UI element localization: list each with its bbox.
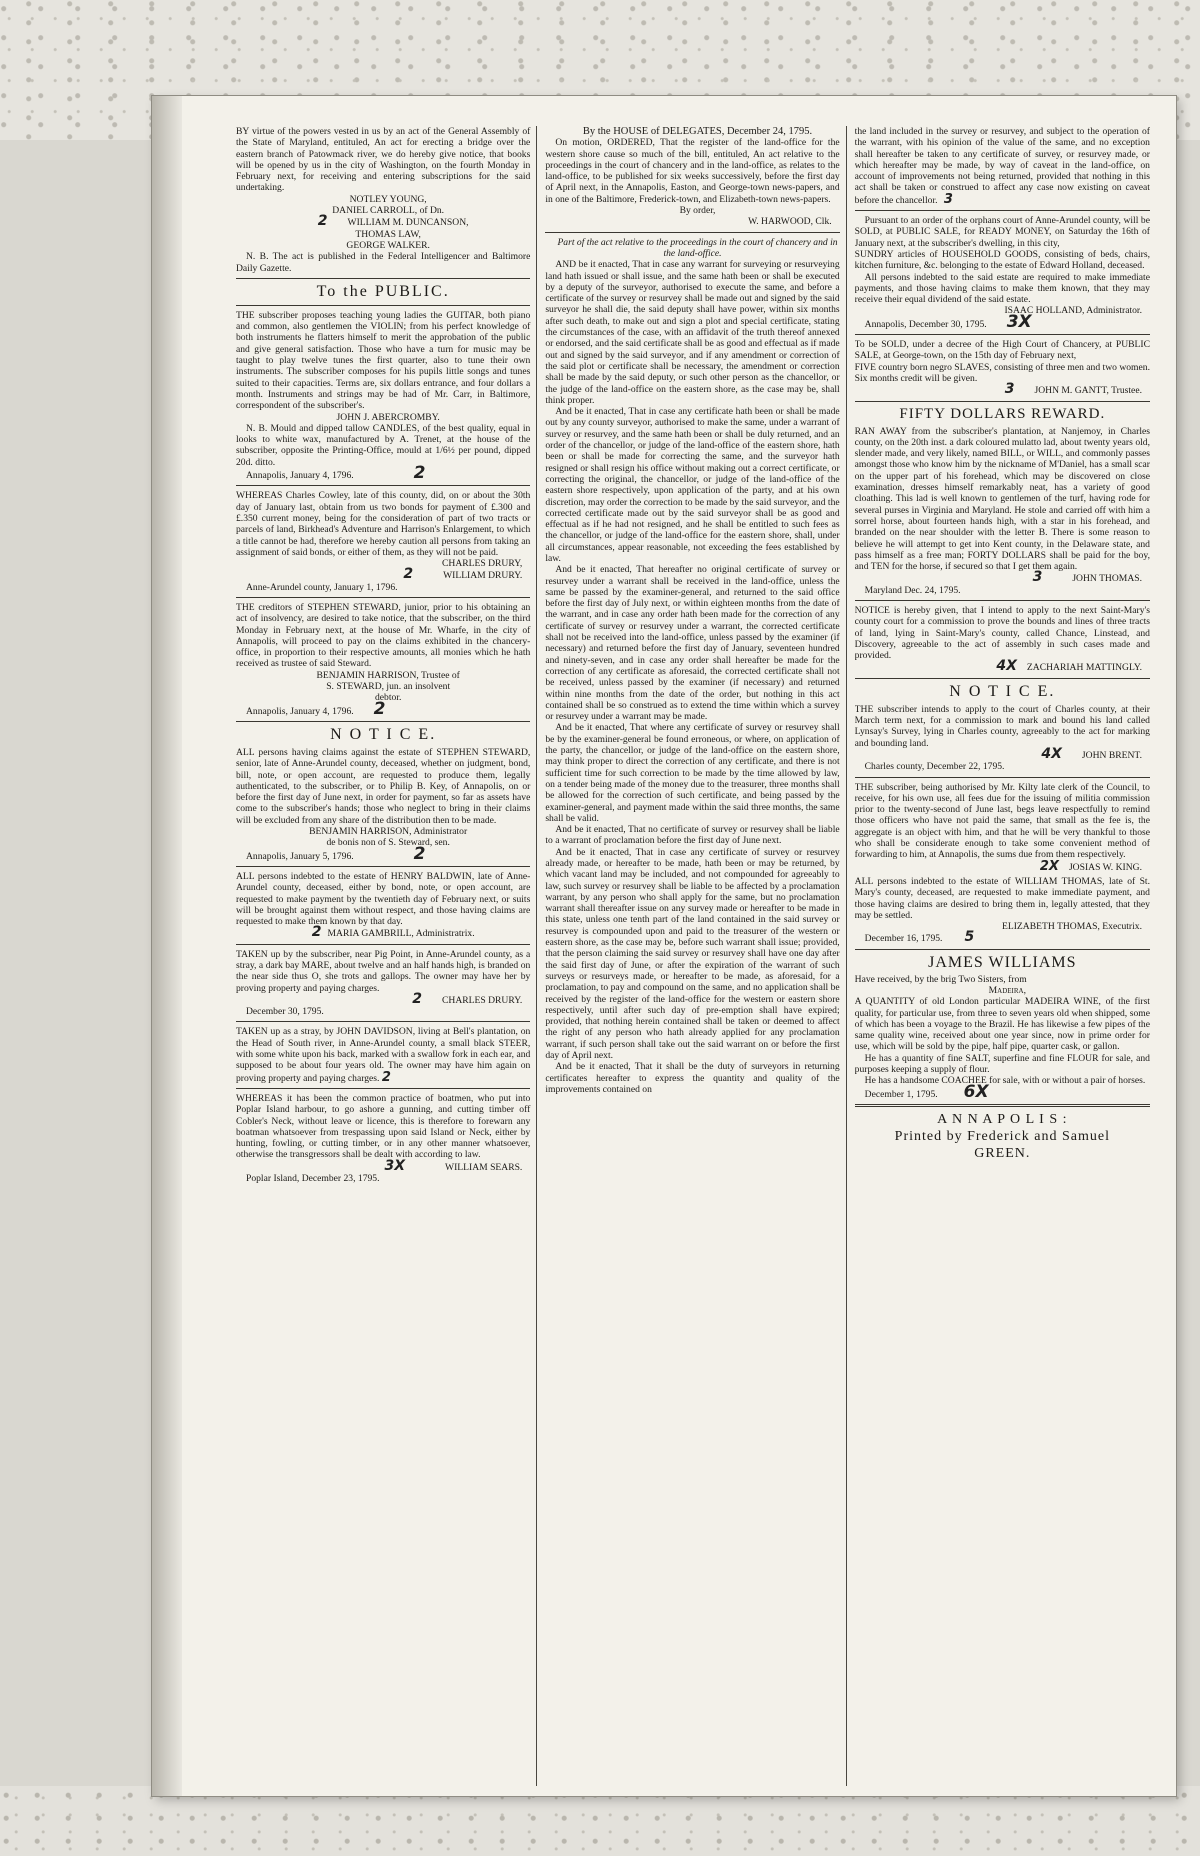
king-fees-sign-name: JOSIAS W. KING.	[1068, 861, 1142, 873]
page-binding-edge	[152, 96, 182, 1796]
column-rule	[545, 232, 839, 233]
scan-bottom-margin	[0, 1786, 1200, 1856]
holland-sale-sign: ISAAC HOLLAND, Administrator.	[1004, 305, 1142, 317]
bridge-signer-4: THOMAS LAW,	[355, 228, 421, 240]
column-rule	[855, 678, 1150, 679]
imprint-printers-surname: GREEN.	[974, 1145, 1031, 1161]
drury-date: Anne-Arundel county, January 1, 1796.	[246, 581, 398, 593]
handwritten-mark: 2	[412, 990, 422, 1007]
delegates-motion: On motion, ORDERED, That the register of the land-office for the western shore cause so much of the bill, entituled, An act relative to the proceedings in the court of chancery and in the land-office, as relates to the land-office, to be published for six weeks successively, before the first day of April next, in the Annapolis, Easton, and George-town news-papers, and in one of the Baltimore, Frederick-town, and Elizabeth-town news-papers.	[545, 137, 840, 205]
poplar-island-sign-name: WILLIAM SEARS.	[445, 1161, 523, 1173]
stray-steer-body	[236, 1026, 530, 1083]
handwritten-mark: 2	[381, 1069, 391, 1085]
thomas-estate-sign: ELIZABETH THOMAS, Executrix.	[1002, 921, 1142, 933]
steward-signer-3: debtor.	[374, 692, 402, 704]
poplar-island-date: Poplar Island, December 23, 1795.	[246, 1173, 380, 1185]
printer-imprint	[855, 1111, 1150, 1162]
act-paragraph-3: And be it enacted, That hereafter no original certificate of survey or resurvey under a warrant shall be received in the land-office, unless the same be passed by the examiner-general, and returned to the said office before the first day of July next, or within eighteen months from the date of the warrant, and in case any order hath been made for the correction of any certificate of survey or resurvey under a warrant, the corrected certificate shall not be received into the land-office, unless passed by the examiner (if necessary) and returned before the first day of January, seventeen hundred and ninety-seven, and in case any order shall hereafter be made for the correction of any certificate as aforesaid, the corrected certificate shall not be received, unless passed by the examiner (if necessary) and returned within nine months from the date of the order, but nothing in this act contained shall be so construed as to extend the time within which a survey or resurvey under a warrant may be made.	[545, 564, 840, 723]
steward-estate-date-text: Annapolis, January 5, 1796.	[246, 850, 354, 862]
williams-body-2: He has a quantity of fine SALT, superfine and fine FLOUR for sale, and purposes keeping a supply of flour.	[854, 1052, 1150, 1076]
act-paragraph-1: AND be it enacted, That in case any warrant for surveying or resurveying land hath issued or shall issue, and the same hath been or shall be executed by a deputy of the surveyor, authorised to execute the same, and before a certificate of the survey or resurvey shall be made out and signed by the said surveyor he shall die, the said deputy shall have power, within six months after such death, to make out and sign a plot and special certificate, stating the circumstances of the case, with an affidavit of the truth thereof annexed or endorsed, and the said certificate shall be as good and effectual as if made out and signed by the said surveyor, and if any amendment or correction of the said plot or certificate shall be necessary, the amendment or correction shall be made by the said deputy, or such other person as the chancellor, or the judge of the land-office on the eastern shore, as the case may be, shall think proper.	[545, 259, 840, 406]
steward-date-text: Annapolis, January 4, 1796.	[246, 705, 354, 717]
handwritten-mark: 5	[964, 929, 975, 946]
music-ad	[236, 282, 531, 484]
music-ad-heading: To the PUBLIC.	[316, 282, 450, 300]
act-continuation	[855, 126, 1150, 206]
column-rule	[855, 949, 1150, 950]
holland-sale-date-text: Annapolis, December 30, 1795.	[864, 318, 987, 330]
slaves-sale-sign	[855, 381, 1150, 398]
handwritten-mark: 2	[373, 698, 386, 719]
bridge-signer-3	[236, 213, 530, 230]
column-rule	[236, 1088, 530, 1089]
delegates-heading: By the HOUSE of DELEGATES, December 24, 1795.	[582, 126, 813, 137]
stray-steer-body-text: TAKEN up as a stray, by JOHN DAVIDSON, living at Bell's plantation, on the Head of South river, in Anne-Arundel county, a small black STEER, with some white upon his back, marked with a swallow fork in each ear, and supposed to be about four years old. The owner may have him again on proving property and paying charges.	[236, 1026, 531, 1084]
handwritten-mark: 2	[403, 566, 414, 583]
handwritten-mark: 2X	[1039, 858, 1059, 874]
column-rule	[236, 485, 530, 486]
steward-creditors-body: THE creditors of STEPHEN STEWARD, junior, prior to his obtaining an act of insolvency, are desired to take notice, that the subscriber, on the third Monday in February next, at the house of Mr. Wharfe, in the city of Annapolis, will proceed to pay on the claims exhibited in the chancery-office, in proportion to their respective amounts, all monies which he hath received as trustee of said Steward.	[236, 601, 531, 670]
williams-body-1: A QUANTITY of old London particular MADEIRA WINE, of the first quality, for particular use, from three to seven years old when shipped, some of which has been a voyage to the Brazil. He has likewise a few pipes of the same quality wine, received about one year since, now in prime order for use, which will be sold by the pipe, half pipe, quarter cask, or gallon.	[854, 996, 1150, 1053]
column-rule	[855, 777, 1150, 778]
slaves-sale-sign-name: JOHN M. GANTT, Trustee.	[1034, 385, 1142, 397]
act-paragraph-5: And be it enacted, That no certificate of survey or resurvey shall be liable to a warrant of proclamation before the first day of June next.	[545, 824, 840, 847]
thomas-estate-notice	[855, 876, 1150, 945]
imprint-rule	[855, 1104, 1150, 1107]
act-continuation-body	[855, 126, 1150, 206]
steward-estate-heading: N O T I C E.	[330, 725, 437, 743]
column-2	[545, 126, 846, 1786]
drury-bonds-notice	[236, 490, 530, 593]
steward-estate-notice	[236, 726, 530, 862]
bridge-notice-body: BY virtue of the powers vested in us by an act of the General Assembly of the State of Maryland, entituled, An act for erecting a bridge over the eastern branch of Patowmack river, we do hereby give notice, that books will be opened by us in the city of Washington, on the fourth Monday in February next, for receiving and entering subscriptions for the said undertaking.	[236, 126, 531, 194]
act-paragraph-2: And be it enacted, That in case any certificate hath been or shall be made out by any county surveyor, authorised to make the same, under a warrant of survey or resurvey, and the same hath been or shall be duly returned, and an order of the chancellor, or judge of the land-office of the eastern shore, hath been or shall be made for correcting the same, and the surveyor hath resigned or shall resign his office without making out a correct certificate, or correcting the original, the chancellor, or judge of the land-office of the eastern shore respectively, upon application of the party, and at his own discretion, may order the correction to be made by the said surveyor, and the corrected certificate made out by the said surveyor shall be as good and effectual as if he had not resigned, and he shall be entitled to such fees as the chancellor, or judge of the land-office for the eastern shore, shall, under all circumstances, appear reasonable, not exceeding the fees established by law.	[545, 406, 840, 564]
act-part-heading: Part of the act relative to the proceedings in the court of chancery and in the land-office.	[557, 236, 838, 259]
drury-signer-2-name: WILLIAM DRURY.	[443, 570, 523, 582]
music-ad-date	[236, 463, 530, 484]
column-rule	[236, 597, 530, 598]
holland-sale-body-1: Pursuant to an order of the orphans court of Anne-Arundel county, will be SOLD, at PUBLIC SALE, for READY MONEY, on Saturday the 16th of January next, at the subscriber's dwelling, in this city,	[854, 215, 1150, 249]
baldwin-estate-sign-name: MARIA GAMBRILL, Administratrix.	[327, 928, 475, 940]
slaves-sale-notice	[855, 339, 1150, 396]
bridge-signer-5: GEORGE WALKER.	[346, 239, 430, 251]
column-rule	[855, 334, 1150, 335]
handwritten-mark: 4X	[996, 658, 1017, 675]
williams-subheading-2: Madeira,	[988, 985, 1026, 996]
stray-mare-date: December 30, 1795.	[246, 1006, 324, 1018]
column-rule	[236, 866, 530, 867]
steward-signer-1: BENJAMIN HARRISON, Trustee of	[316, 669, 460, 681]
column-1	[236, 126, 537, 1786]
runaway-reward-notice	[855, 406, 1150, 596]
handwritten-mark: 3	[1004, 381, 1015, 398]
delegates-by-order: By order,	[679, 205, 716, 217]
slaves-sale-body-2: FIVE country born negro SLAVES, consisting of three men and two women. Six months credit will be given.	[854, 361, 1150, 384]
williams-heading: JAMES WILLIAMS	[928, 953, 1077, 971]
steward-estate-signer-2: de bonis non of S. Steward, sen.	[326, 837, 450, 849]
handwritten-mark: 6X	[963, 1081, 989, 1102]
handwritten-mark: 3	[1032, 569, 1043, 586]
candles-nb: N. B. Mould and dipped tallow CANDLES, of the best quality, equal in looks to white wax, manufactured by A. Trenet, at the house of the subscriber, opposite the Printing-Office, mould at 1/6½ per pound, dipped 20d. ditto.	[236, 422, 531, 468]
handwritten-mark: 2	[311, 924, 322, 941]
column-rule	[236, 944, 530, 945]
music-ad-sign: JOHN J. ABERCROMBY.	[336, 411, 440, 423]
mattingly-sign-name: ZACHARIAH MATTINGLY.	[1026, 662, 1142, 674]
king-fees-sign	[855, 858, 1150, 874]
poplar-island-notice	[236, 1093, 530, 1184]
bridge-nb: N. B. The act is published in the Federal Intelligencer and Baltimore Daily Gazette.	[236, 251, 531, 274]
holland-sale-body-3: All persons indebted to the said estate are required to make immediate payments, and those having claims to make them known, that they may receive their equal dividend of the said estate.	[854, 271, 1150, 306]
column-container	[236, 126, 1156, 1786]
column-3	[855, 126, 1156, 1786]
act-paragraph-6: And be it enacted, That in case any certificate of survey or resurvey already made, or hereafter to be made, hath been or may be returned, by which vacant land may be included, and not compounded for agreeably to law, such survey or resurvey shall be liable to be affected by a proclamation warrant, by any person who shall apply for the same, but no proclamation warrant shall thereafter issue on any survey made or hereafter to be made in this state, unless one tenth part of the land contained in the said survey or resurvey is compounded upon and paid to the treasurer of the western or eastern shore, as the case may be, before such warrant shall issue; provided, that the person claiming the said survey or resurvey shall have one day after the said first day of June, or after the expiration of the warrant of such surveys or resurveys made, or hereafter to be made, as aforesaid, for a proclamation, to pay and compound on the same, and no application shall be received by the register of the land-office for the western or eastern shore respectively, until after such day of pre-emption shall have expired; provided, that nothing herein contained shall be taken or deemed to affect the right of any person who hath already applied for any proclamation warrant, if such person shall take out the said warrant on or before the first day of April next.	[545, 846, 840, 1062]
handwritten-mark: 2	[413, 463, 426, 484]
act-paragraph-4: And be it enacted, That where any certificate of survey or resurvey shall be by the examiner-general be found erroneous, or where, on application of the party, the chancellor, or judge of the land-office on the eastern shore, may think proper to direct the correction of any certificate, and there is not sufficient time for such correction to be made by the time allowed by law, on a tender being made of the money due to the treasurer, three months shall be allowed for the correction of such certificate, and being passed by the examiner-general, and payment made within the said three months, the same shall be valid.	[545, 722, 840, 824]
stray-mare-sign	[236, 990, 530, 1007]
land-office-act	[545, 237, 839, 1096]
mattingly-notice	[855, 605, 1150, 674]
king-fees-notice	[855, 782, 1150, 873]
music-ad-date-text: Annapolis, January 4, 1796.	[246, 470, 354, 482]
baldwin-estate-notice	[236, 871, 530, 940]
act-paragraph-7: And be it enacted, That it shall be the duty of surveyors in returning certificates hereafter to express the quantity and quality of the improvements contained on	[545, 1061, 840, 1095]
bridge-notice	[236, 126, 530, 274]
brent-notice-heading: N O T I C E.	[949, 682, 1056, 700]
stray-mare-sign-name: CHARLES DRURY.	[442, 994, 523, 1006]
steward-estate-body: ALL persons having claims against the estate of STEPHEN STEWARD, senior, late of Anne-Arundel county, deceased, whether on judgment, bond, bill, note, or open account, are requested to produce them, legally authenticated, to the subscriber, or to Philip B. Key, of Annapolis, on or before the first day of June next, in order for payment, so far as assets have come to the subscriber's hands; those who neglect to bring in their claims will be excluded from any share of the distribution then to be made.	[236, 746, 531, 826]
mattingly-sign	[855, 658, 1150, 675]
runaway-reward-body: RAN AWAY from the subscriber's plantation, at Nanjemoy, in Charles county, on the 20th inst. a dark coloured mulatto lad, about twenty years old, slender made, and very likely, named BILL, or WILL, and commonly passes amongst those who know him by the nickname of M'Daniel, has a small scar on the upper part of his forehead, which may be discovered on close examination, dresses himself remarkably neat, has a variety of good cloathing. This lad is well known to gentlemen of the turf, having rode for several purses in Virginia and Maryland. He stole and carried off with him a sorrel horse, about fourteen hands high, with a star in his forehead, and branded on the near shoulder with the letter B. There is some reason to believe he will attempt to get into Kent county, in the Delaware state, and pass himself as a free man; FORTY DOLLARS shall be paid for the boy, and TEN for the horse, if secured so that I get them again.	[854, 425, 1150, 573]
column-rule	[855, 210, 1150, 211]
brent-notice-sign	[855, 745, 1150, 762]
baldwin-estate-body: ALL persons indebted to the estate of HENRY BALDWIN, late of Anne-Arundel county, deceased, either by bond, note, or open account, are requested to make payment by the twentieth day of February next, or suits will be brought against them without respect, and those having claims are requested to make them known by that day.	[236, 870, 531, 928]
column-rule	[855, 401, 1150, 402]
handwritten-mark: 3	[943, 191, 953, 207]
brent-notice-body: THE subscriber intends to apply to the court of Charles county, at their March term next, for a commission to mark and bound his land called Lynsay's Survey, lying in Charles county, agreeably to the act for marking and bounding land.	[854, 703, 1150, 749]
runaway-reward-date: Maryland Dec. 24, 1795.	[864, 584, 961, 596]
drury-bonds-body: WHEREAS Charles Cowley, late of this county, did, on or about the 30th day of January last, obtain from us two bonds for payment of £.300 and £.350 current money, being for the consideration of part of two tracts or parcels of land, Birkhead's Adventure and Harrison's Enlargement, to which a title cannot be had, therefore we hereby caution all persons from taking an assignment of said bonds, or either of them, as they will not be paid.	[236, 490, 531, 558]
williams-madeira-ad	[855, 954, 1150, 1100]
holland-sale-body-2: SUNDRY articles of HOUSEHOLD GOODS, consisting of beds, chairs, kitchen furniture, &c. belonging to the estate of Edward Holland, deceased.	[854, 248, 1150, 272]
newspaper-page	[152, 96, 1176, 1796]
column-rule	[236, 721, 530, 722]
bridge-signer-2: DANIEL CARROLL, of Dn.	[332, 205, 445, 217]
stray-steer-notice	[236, 1026, 530, 1083]
handwritten-mark: 2	[317, 213, 328, 230]
handwritten-mark: 2	[413, 843, 426, 864]
column-rule	[855, 600, 1150, 601]
stray-mare-body: TAKEN up by the subscriber, near Pig Point, in Anne-Arundel county, as a stray, a dark bay MARE, about twelve and an half hands high, is branded on the near side thus O, she trots and gallops. The owner may have her by proving property and paying charges.	[236, 948, 531, 994]
thomas-estate-body: ALL persons indebted to the estate of WILLIAM THOMAS, late of St. Mary's county, deceased, are requested to make immediate payment, and those having claims are desired to bring them in, legally attested, that they may be settled.	[854, 875, 1150, 921]
steward-creditors-notice	[236, 602, 530, 717]
holland-sale-notice	[855, 215, 1150, 330]
poplar-island-body: WHEREAS it has been the common practice of boatmen, who put into Poplar Island harbour, to go ashore a gunning, and cutting timber off Cobler's Neck, without leave or licence, this is therefore to forewarn any boatman whatsoever from trespassing upon said Island or Neck, either by hunting, fowling, or cutting timber, or in any other manner whatsoever, otherwise the transgressors shall be dealt with according to law.	[236, 1092, 531, 1161]
poplar-island-sign	[236, 1157, 530, 1174]
steward-estate-signer-1: BENJAMIN HARRISON, Administrator	[309, 826, 468, 838]
handwritten-mark: 4X	[1041, 745, 1062, 762]
column-rule	[236, 278, 530, 279]
thomas-estate-date	[855, 929, 1150, 946]
runaway-reward-sign-name: JOHN THOMAS.	[1072, 573, 1142, 585]
handwritten-mark: 3X	[1006, 311, 1032, 332]
column-rule	[236, 1021, 530, 1022]
drury-signer-2	[236, 566, 530, 583]
handwritten-mark: 3X	[384, 1157, 406, 1174]
imprint-city: A N N A P O L I S :	[937, 1111, 1068, 1127]
williams-subheading: Have received, by the brig Two Sisters, from	[854, 973, 1027, 985]
runaway-reward-sign	[855, 569, 1150, 586]
williams-body-3: He has a handsome COACHEE for sale, with or without a pair of horses.	[864, 1075, 1146, 1087]
williams-date-text: December 1, 1795.	[864, 1088, 938, 1100]
drury-signer-1: CHARLES DRURY,	[442, 558, 523, 570]
mattingly-body: NOTICE is hereby given, that I intend to apply to the next Saint-Mary's county court for a commission to prove the bounds and lines of three tracts of land, lying in Saint-Mary's county, called Chance, Linstead, and Discovery, agreeable to the act of assembly in such cases made and provided.	[854, 604, 1150, 662]
brent-notice	[855, 683, 1150, 773]
slaves-sale-body-1: To be SOLD, under a decree of the High Court of Chancery, at PUBLIC SALE, at George-town, on the 15th day of February next,	[854, 339, 1150, 362]
baldwin-estate-sign	[236, 924, 530, 941]
brent-notice-date: Charles county, December 22, 1795.	[864, 761, 1005, 773]
steward-signer-2: S. STEWARD, jun. an insolvent	[326, 681, 451, 693]
heading-rule	[236, 305, 530, 306]
brent-notice-sign-name: JOHN BRENT.	[1081, 749, 1142, 761]
imprint-printers: Printed by Frederick and Samuel	[894, 1128, 1110, 1144]
delegates-order	[545, 126, 839, 228]
runaway-reward-heading: FIFTY DOLLARS REWARD.	[899, 405, 1106, 422]
act-continuation-text: the land included in the survey or resurvey, and subject to the operation of the warrant, with his opinion of the value of the same, and no exception shall hereafter be taken to any certificate of survey, or resurvey made, or which hereafter may be made, by way of caveat in the land-office, on account of improvements not being returned, provided that nothing in this act shall be taken or construed to affect any case now existing on caveat before the chancellor.	[854, 126, 1150, 206]
king-fees-body: THE subscriber, being authorised by Mr. Kilty late clerk of the Council, to receive, for his own use, all fees due for the issuing of militia commission prior to the twenty-second of June last, begs leave respectfully to remind those officers who have not paid the same, that small as the fee is, the aggregate is an object with him, and that he will be very thankful to those who shall be considerate enough to take some convenient method of forwarding to him, at Annapolis, the sums due from them respectively.	[854, 781, 1150, 861]
stray-mare-notice	[236, 949, 530, 1018]
delegates-clerk: W. HARWOOD, Clk.	[748, 216, 832, 228]
bridge-signer-3-name: WILLIAM M. DUNCANSON,	[347, 217, 469, 229]
thomas-estate-date-text: December 16, 1795.	[864, 933, 943, 945]
music-ad-body: THE subscriber proposes teaching young ladies the GUITAR, both piano and common, also gentlemen the VIOLIN; from his perfect knowledge of both instruments he flatters himself to merit the approbation of the public and give general satisfaction. Those who have a turn for music may be taught to play twelve tunes the first quarter, also to tune their own instruments. The subscriber composes for his pupils little songs and tunes suited to their capacities. Terms are, six dollars entrance, and four dollars a month. Instruments and strings may be had of Mr. Carr, in Baltimore, correspondent of the subscriber's.	[236, 309, 531, 412]
bridge-signer-1: NOTLEY YOUNG,	[349, 193, 427, 205]
